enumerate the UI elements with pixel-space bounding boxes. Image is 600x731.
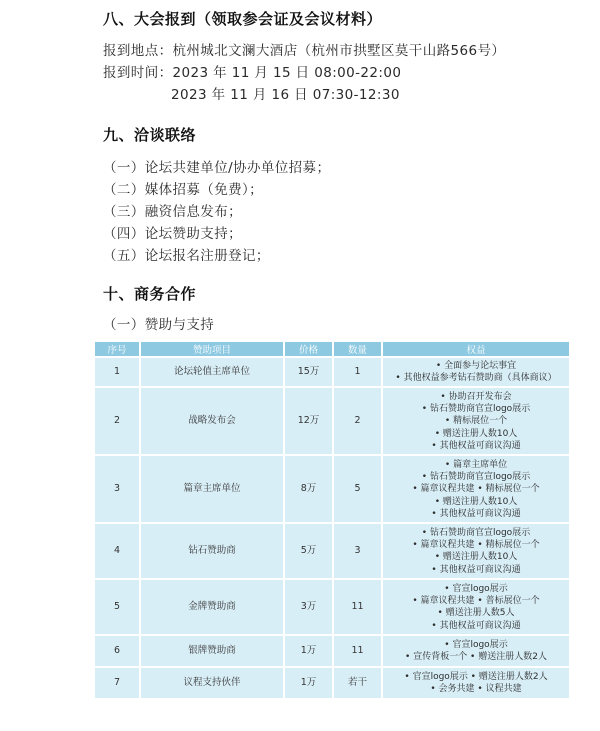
rights-line: • 会务共建 • 议程共建 [430,684,522,695]
rights-line: • 协助召开发布会 [440,391,512,402]
row-item: 银牌赞助商 [141,636,283,666]
row-price: 15万 [285,358,332,386]
table-row [95,358,569,386]
header-qty: 数量 [334,342,381,356]
row-rights [383,668,569,698]
time-line-2: 2023 年 11 月 16 日 07:30-12:30 [171,87,400,103]
contact-item-4: （四）论坛赞助支持； [103,226,242,242]
row-no: 2 [95,388,139,454]
section-9-title: 九、洽谈联络 [103,126,197,144]
rights-line: • 其他权益可商议沟通 [431,508,521,519]
rights-line: • 全面参与论坛事宜 [435,361,517,371]
row-item: 战略发布会 [141,388,283,454]
row-price: 1万 [285,668,332,698]
time-label: 报到时间： [103,65,173,81]
row-no: 4 [95,524,139,578]
row-qty: 若干 [334,668,381,698]
row-price: 12万 [285,388,332,454]
rights-line: • 钻石赞助商官宣logo展示 [421,404,531,415]
table-row [95,388,569,454]
row-price: 3万 [285,580,332,634]
location-label: 报到地点： [103,43,173,59]
location-value: 杭州城北文澜大酒店（杭州市拱墅区莫干山路566号） [172,43,506,59]
row-qty: 3 [334,524,381,578]
header-no: 序号 [95,342,139,356]
header-price: 价格 [285,342,332,356]
row-no: 5 [95,580,139,634]
rights-line: • 官宣logo展示 [444,640,508,651]
row-no: 7 [95,668,139,698]
rights-line: • 赠送注册人数10人 [434,552,518,563]
row-rights [383,636,569,666]
rights-line: • 其他权益可商议沟通 [431,620,521,631]
row-no: 1 [95,358,139,386]
row-qty: 5 [334,456,381,522]
row-rights [383,358,569,386]
row-price: 5万 [285,524,332,578]
rights-line: • 其他权益可商议沟通 [431,564,521,575]
row-rights [383,524,569,578]
rights-line: • 篇章议程共建 • 精标展位一个 [412,484,540,495]
table-row [95,636,569,666]
rights-line: • 其他权益参考钻石赞助商（具体商议） [395,373,557,384]
row-item: 金牌赞助商 [141,580,283,634]
rights-line: • 精标展位一个 [444,416,508,427]
table-row [95,668,569,698]
row-no: 6 [95,636,139,666]
table-row [95,580,569,634]
row-price: 8万 [285,456,332,522]
rights-line: • 篇章议程共建 • 普标展位一个 [412,596,540,607]
section-8-title: 八、大会报到（领取参会证及会议材料） [103,10,383,28]
row-item: 钻石赞助商 [141,524,283,578]
location-line [103,39,505,59]
row-rights [383,580,569,634]
row-rights [383,388,569,454]
header-item: 赞助项目 [141,342,283,356]
rights-line: • 赠送注册人数10人 [434,428,518,439]
rights-line: • 赠送注册人数10人 [434,496,518,507]
contact-item-5: （五）论坛报名注册登记； [103,248,270,264]
rights-line: • 钻石赞助商官宣logo展示 [421,472,531,483]
row-price: 1万 [285,636,332,666]
rights-line: • 其他权益可商议沟通 [431,440,521,451]
contact-item-2: （二）媒体招募（免费）； [103,182,264,198]
table-row [95,456,569,522]
row-rights [383,456,569,522]
contact-item-3: （三）融资信息发布； [103,204,242,220]
row-qty: 1 [334,358,381,386]
row-qty: 11 [334,580,381,634]
row-qty: 11 [334,636,381,666]
time-line-1 [103,61,401,81]
row-no: 3 [95,456,139,522]
rights-line: • 钻石赞助商官宣logo展示 [421,528,531,538]
header-rights: 权益 [383,342,569,356]
section-10-title: 十、商务合作 [103,285,197,303]
rights-line: • 赠送注册人数5人 [437,608,515,619]
rights-line: • 官宣logo展示 [444,584,508,594]
time-value-1: 2023 年 11 月 15 日 08:00-22:00 [172,65,402,81]
row-item: 篇章主席单位 [141,456,283,522]
sponsorship-table [93,340,559,700]
rights-line: • 宣传背板一个 • 赠送注册人数2人 [405,652,547,663]
row-item: 议程支持伙伴 [141,668,283,698]
row-qty: 2 [334,388,381,454]
rights-line: • 篇章主席单位 [444,459,508,470]
rights-line: • 官宣logo展示 • 赠送注册人数2人 [404,672,548,683]
table-header-row [95,342,569,356]
rights-line: • 篇章议程共建 • 精标展位一个 [412,540,540,551]
row-item: 论坛轮值主席单位 [141,358,283,386]
contact-item-1: （一）论坛共建单位/协办单位招募； [103,160,331,176]
table-row [95,524,569,578]
sponsor-subtitle: （一）赞助与支持 [103,317,215,333]
